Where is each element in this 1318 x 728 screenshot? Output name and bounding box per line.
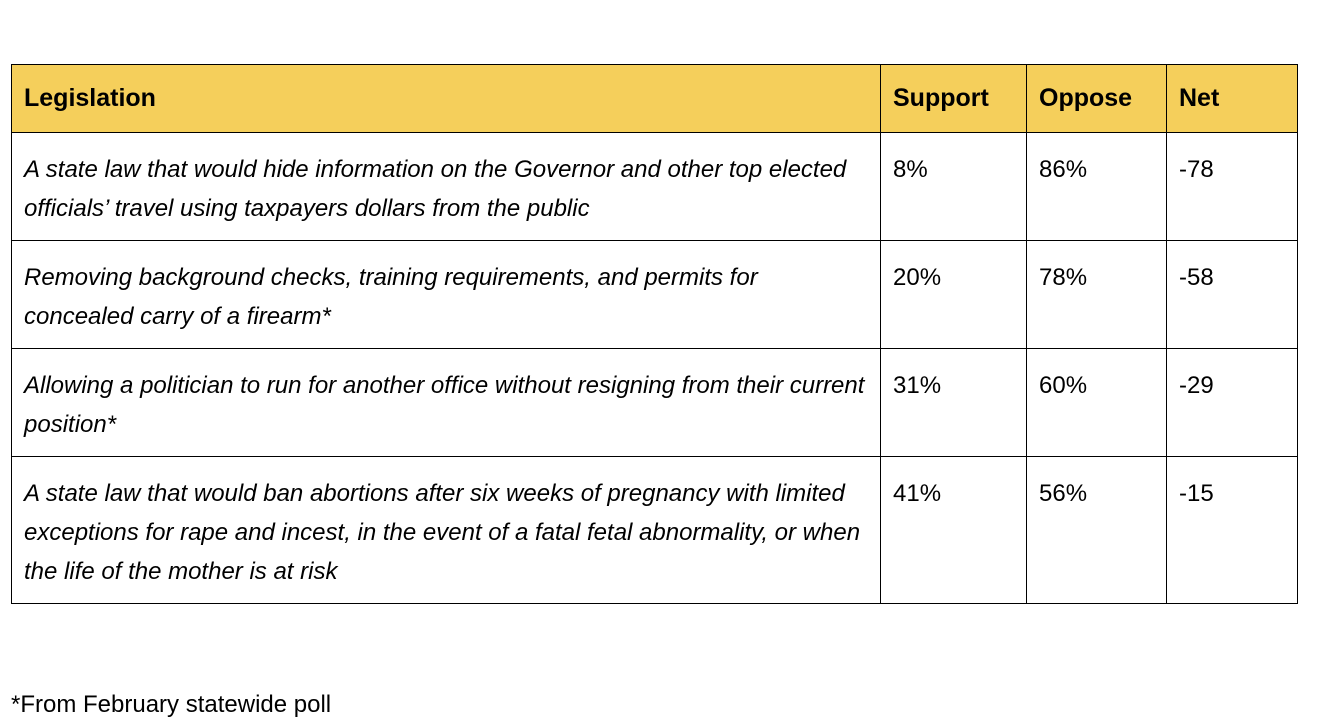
net-cell: -78: [1167, 133, 1298, 241]
table-header: [12, 65, 1298, 133]
legislation-cell: Removing background checks, training requirements, and permits for concealed carry of a firearm*: [12, 241, 881, 349]
support-cell: 8%: [881, 133, 1027, 241]
header-support: Support: [881, 65, 1027, 133]
legislation-cell: Allowing a politician to run for another office without resigning from their current position*: [12, 349, 881, 457]
table-row: [12, 457, 1298, 604]
table-row: [12, 241, 1298, 349]
header-oppose: Oppose: [1027, 65, 1167, 133]
table-row: [12, 133, 1298, 241]
oppose-cell: 60%: [1027, 349, 1167, 457]
table-body: [12, 133, 1298, 604]
net-cell: -58: [1167, 241, 1298, 349]
oppose-cell: 56%: [1027, 457, 1167, 604]
header-legislation: Legislation: [12, 65, 881, 133]
legislation-cell: A state law that would hide information on the Governor and other top elected officials’ travel using taxpayers dollars from the public: [12, 133, 881, 241]
footnote: *From February statewide poll: [11, 691, 332, 718]
header-net: Net: [1167, 65, 1298, 133]
support-cell: 41%: [881, 457, 1027, 604]
support-cell: 31%: [881, 349, 1027, 457]
net-cell: -15: [1167, 457, 1298, 604]
header-row: [12, 65, 1298, 133]
poll-results-table: [11, 64, 1298, 604]
net-cell: -29: [1167, 349, 1298, 457]
oppose-cell: 78%: [1027, 241, 1167, 349]
table-row: [12, 349, 1298, 457]
support-cell: 20%: [881, 241, 1027, 349]
legislation-cell: A state law that would ban abortions after six weeks of pregnancy with limited exceptions for rape and incest, in the event of a fatal fetal abnormality, or when the life of the mother is at risk: [12, 457, 881, 604]
oppose-cell: 86%: [1027, 133, 1167, 241]
